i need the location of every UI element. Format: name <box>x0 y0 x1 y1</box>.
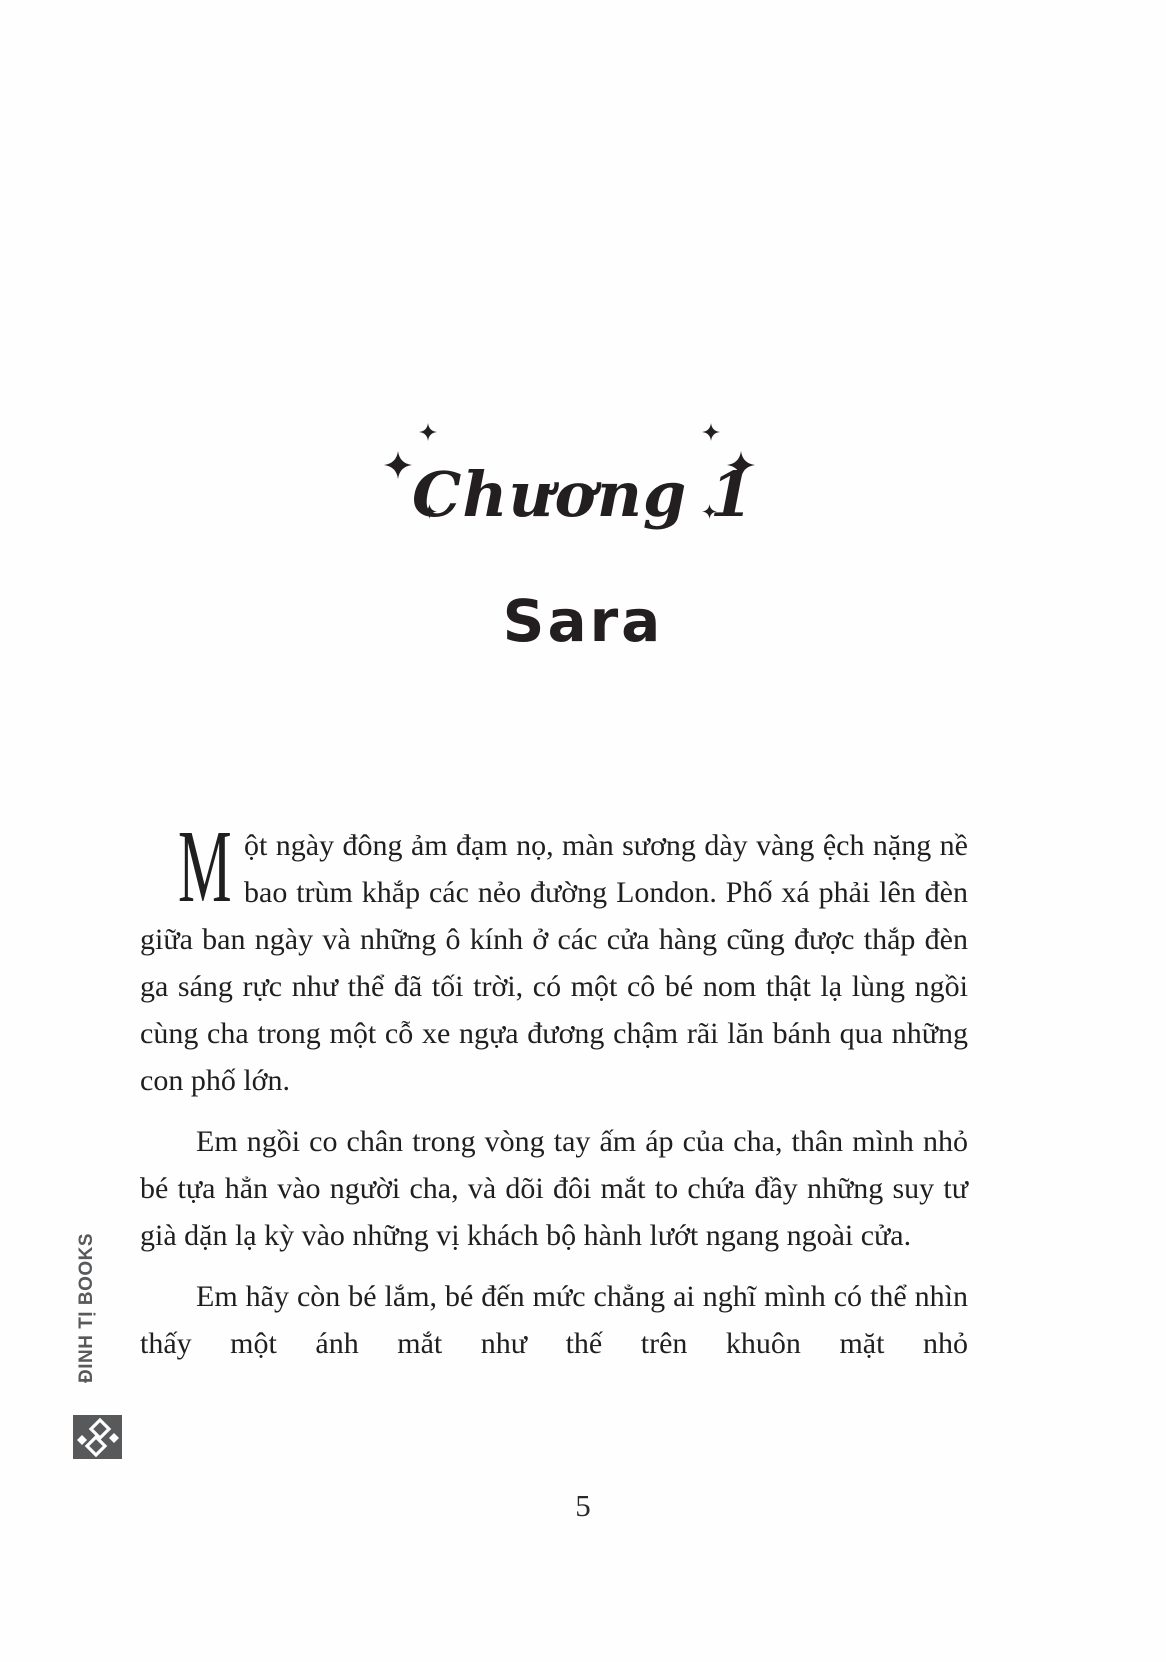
paragraph-text: ột ngày đông ảm đạm nọ, màn sương dày vàng ệch nặng nề bao trùm khắp các nẻo đường London. Phố xá phải lên đèn giữa ban ngày và những ô kính ở các cửa hàng cũng được thắp đèn ga sáng rực như thể đã tối trời, có một cô bé nom thật lạ lùng ngồi cùng cha trong một cỗ xe ngựa đương chậm rãi lăn bánh qua những con phố lớn. <box>140 829 968 1097</box>
publisher-logo-icon <box>73 1415 122 1459</box>
sparkle-icon <box>702 423 720 441</box>
drop-cap: M <box>178 809 232 924</box>
chapter-heading <box>0 0 1166 700</box>
chapter-label: Chương 1 <box>411 458 754 531</box>
publisher-name: ĐINH TỊ BOOKS <box>76 1232 97 1384</box>
sparkle-icon <box>419 423 437 441</box>
paragraph <box>140 809 968 1104</box>
paragraph: Em ngồi co chân trong vòng tay ấm áp của cha, thân mình nhỏ bé tựa hẳn vào người cha, và dõi đôi mắt to chứa đầy những suy tư già dặn lạ kỳ vào những vị khách bộ hành lướt ngang ngoài cửa. <box>140 1125 968 1252</box>
paragraph: Em hãy còn bé lắm, bé đến mức chẳng ai nghĩ mình có thể nhìn thấy một ánh mắt như thế trên khuôn mặt nhỏ <box>140 1280 968 1360</box>
chapter-title: Sara <box>502 587 664 655</box>
body-text <box>140 809 968 1381</box>
page-number: 5 <box>575 1488 591 1523</box>
